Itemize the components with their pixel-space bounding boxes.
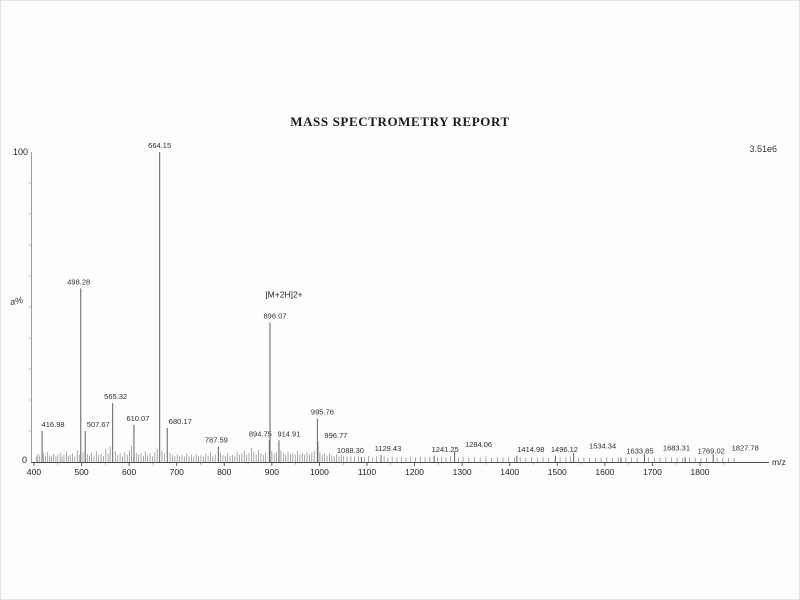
peak-label: 680.17	[168, 416, 192, 426]
x-tick-label: 900	[264, 467, 279, 477]
peak-label: 1496.12	[550, 444, 578, 454]
peak-label: 664.15	[148, 141, 172, 150]
x-tick-label: 700	[169, 467, 184, 477]
x-tick-label: 1400	[500, 467, 520, 477]
peak-label: 1284.06	[464, 440, 493, 450]
peak-label: 914.91	[277, 429, 301, 439]
x-tick-label: 1100	[357, 467, 377, 477]
peak-label: 565.32	[104, 392, 128, 402]
x-tick-label: 1500	[547, 467, 567, 477]
ion-annotation: [M+2H]2+	[265, 289, 303, 300]
peak-label: 1769.02	[697, 446, 725, 456]
peak-label: 1633.85	[626, 446, 654, 456]
peak-label: 996.77	[324, 430, 348, 440]
peak-label: 1129.43	[374, 444, 402, 454]
y-axis-min-label: 0	[21, 455, 27, 465]
peak-label: 416.98	[41, 420, 65, 429]
x-tick-label: 1300	[452, 467, 472, 477]
x-tick-label: 1000	[309, 467, 329, 477]
x-tick-label: 600	[122, 467, 137, 477]
y-axis-max-label: 100	[12, 147, 28, 157]
peak-label: 1683.31	[662, 443, 691, 453]
x-tick-label: 1700	[642, 467, 662, 477]
x-tick-label: 500	[74, 467, 89, 477]
intensity-scale-note: 3.51e6	[749, 144, 777, 154]
peak-label: 894.75	[248, 429, 272, 439]
peak-label: 787.59	[204, 435, 228, 445]
x-tick-label: 400	[26, 467, 42, 477]
page-title: MASS SPECTROMETRY REPORT	[290, 114, 510, 129]
peak-label: 1827.78	[731, 443, 759, 453]
peak-label: 1534.34	[589, 441, 617, 451]
x-tick-label: 1800	[690, 467, 710, 477]
x-tick-label: 1200	[405, 467, 425, 477]
peak-label: 896.07	[263, 311, 287, 321]
x-axis-title: m/z	[772, 457, 786, 467]
peak-label: 1414.98	[517, 444, 545, 454]
peak-label: 498.28	[67, 277, 91, 287]
peak-label: 610.07	[126, 413, 150, 423]
peak-label: 1241.25	[431, 444, 459, 454]
x-tick-label: 1600	[595, 467, 615, 477]
peak-label: 995.76	[310, 407, 334, 417]
peak-label: 1088.30	[336, 446, 364, 456]
peak-label: 507.67	[86, 420, 110, 429]
x-tick-label: 800	[217, 467, 232, 477]
y-axis-title: a%	[9, 294, 24, 308]
